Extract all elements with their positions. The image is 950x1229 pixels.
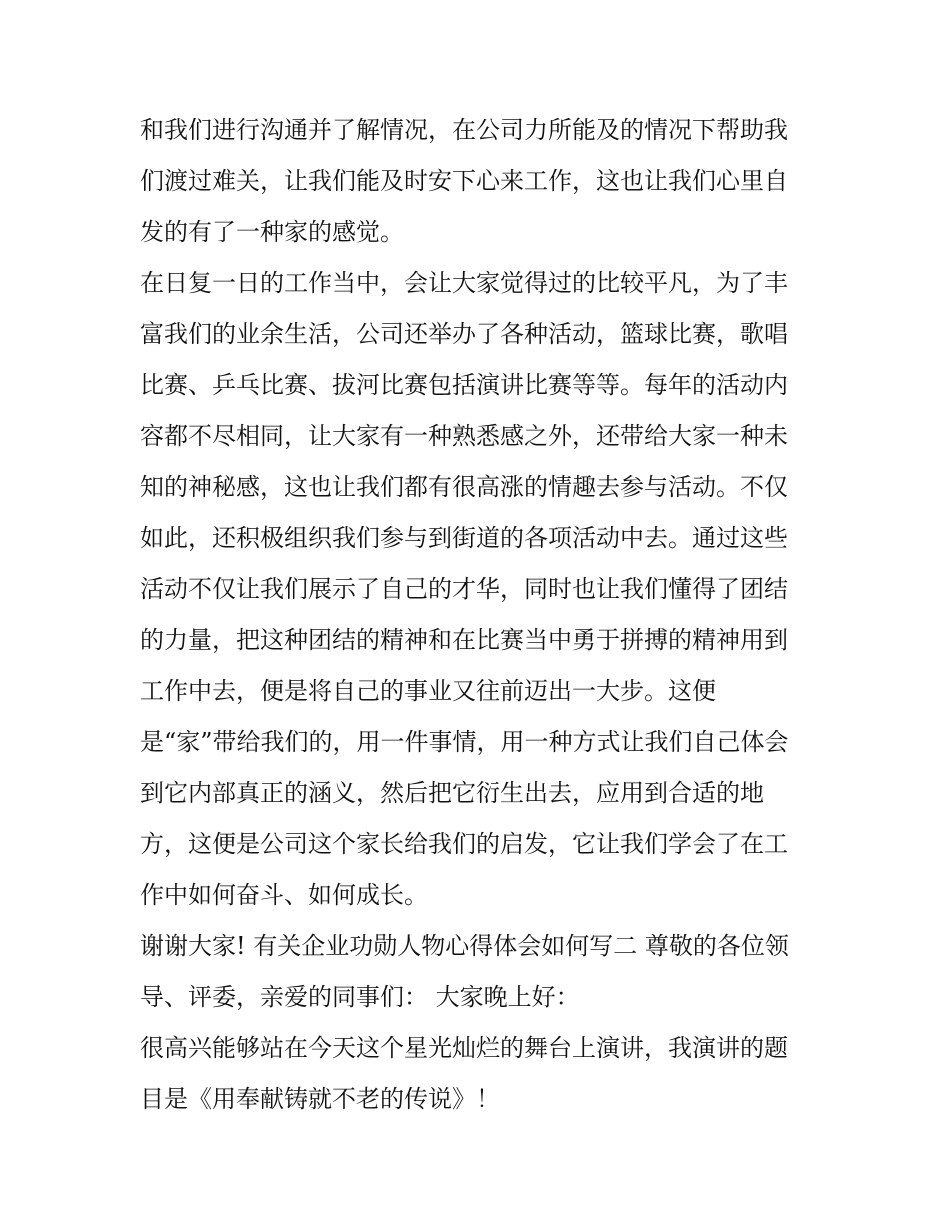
text-line: 富我们的业余生活，公司还举办了各种活动，篮球比赛，歌唱 — [140, 320, 788, 348]
text-line: 目是《用奉献铸就不老的传说》！ — [140, 1085, 500, 1113]
text-line: 比赛、乒乓比赛、拔河比赛包括演讲比赛等等。每年的活动内 — [140, 371, 788, 399]
text-line: 方，这便是公司这个家长给我们的启发，它让我们学会了在工 — [140, 830, 788, 858]
text-line: 导、评委，亲爱的同事们： 大家晚上好： — [140, 983, 580, 1011]
text-line: 在日复一日的工作当中，会让大家觉得过的比较平凡，为了丰 — [140, 269, 788, 297]
text-line: 知的神秘感，这也让我们都有很高涨的情趣去参与活动。不仅 — [140, 473, 788, 501]
text-line: 工作中去，便是将自己的事业又往前迈出一大步。这便 — [140, 677, 716, 705]
text-line: 谢谢大家! 有关企业功勋人物心得体会如何写二 尊敬的各位领 — [140, 932, 789, 960]
text-line: 和我们进行沟通并了解情况，在公司力所能及的情况下帮助我 — [140, 116, 788, 144]
text-line: 如此，还积极组织我们参与到街道的各项活动中去。通过这些 — [140, 524, 788, 552]
text-line: 们渡过难关，让我们能及时安下心来工作，这也让我们心里自 — [140, 167, 788, 195]
text-line: 的力量，把这种团结的精神和在比赛当中勇于拼搏的精神用到 — [140, 626, 788, 654]
text-line: 容都不尽相同，让大家有一种熟悉感之外，还带给大家一种未 — [140, 422, 788, 450]
text-line: 作中如何奋斗、如何成长。 — [140, 881, 428, 909]
document-body — [140, 105, 815, 1125]
text-line: 很高兴能够站在今天这个星光灿烂的舞台上演讲，我演讲的题 — [140, 1034, 788, 1062]
text-line: 发的有了一种家的感觉。 — [140, 218, 404, 246]
text-line: 活动不仅让我们展示了自己的才华，同时也让我们懂得了团结 — [140, 575, 788, 603]
text-line: 到它内部真正的涵义，然后把它衍生出去，应用到合适的地 — [140, 779, 764, 807]
text-line: 是“家”带给我们的，用一件事情，用一种方式让我们自己体会 — [140, 728, 789, 756]
